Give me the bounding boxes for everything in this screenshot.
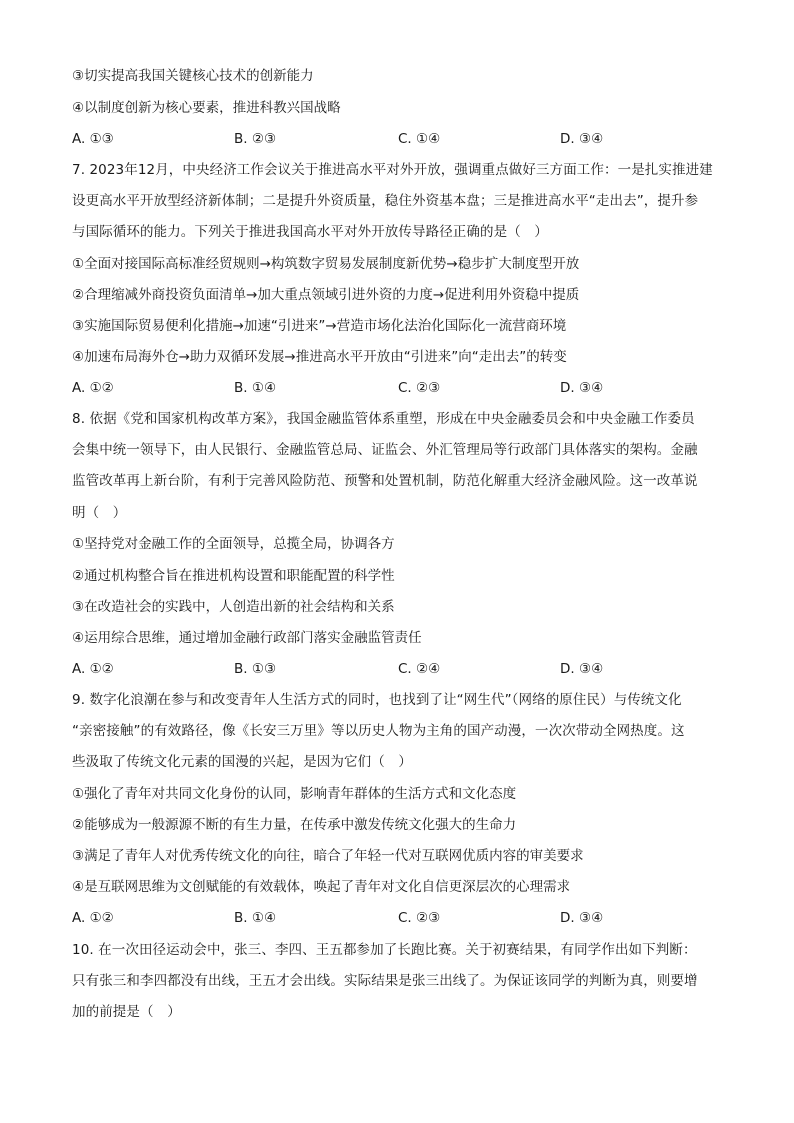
q6-item-3: ③切实提高我国关键核心技术的创新能力 [72, 68, 314, 84]
q9-item-3: ③满足了青年人对优秀传统文化的向往，暗合了年轻一代对互联网优质内容的审美要求 [72, 848, 584, 864]
q7-option-c[interactable]: C. ②③ [398, 380, 441, 396]
q7-item-2: ②合理缩减外商投资负面清单→加大重点领域引进外资的力度→促进利用外资稳中提质 [72, 287, 580, 303]
q9-stem-line-3: 些汲取了传统文化元素的国漫的兴起，是因为它们（ ） [72, 754, 412, 770]
q8-item-4: ④运用综合思维，通过增加金融行政部门落实金融监管责任 [72, 630, 422, 646]
q8-item-2: ②通过机构整合旨在推进机构设置和职能配置的科学性 [72, 568, 395, 584]
q7-item-4: ④加速布局海外仓→助力双循环发展→推进高水平开放由“引进来”向“走出去”的转变 [72, 349, 567, 365]
q8-option-c[interactable]: C. ②④ [398, 661, 441, 677]
q7-stem-line-3: 与国际循环的能力。下列关于推进我国高水平对外开放传导路径正确的是（ ） [72, 224, 548, 240]
q9-item-2: ②能够成为一般源源不断的有生力量，在传承中激发传统文化强大的生命力 [72, 817, 517, 833]
q6-options [72, 129, 724, 149]
q10-stem-line-2: 只有张三和李四都没有出线，王五才会出线。实际结果是张三出线了。为保证该同学的判断为真，则要增 [72, 973, 698, 989]
q7-options [72, 378, 724, 398]
q9-option-a[interactable]: A. ①② [72, 910, 114, 926]
q7-stem-line-1: 7. 2023年12月，中央经济工作会议关于推进高水平对外开放，强调重点做好三方面工作：一是扎实推进建 [72, 162, 713, 178]
q7-option-b[interactable]: B. ①④ [234, 380, 277, 396]
q10-stem-line-1: 10. 在一次田径运动会中，张三、李四、王五都参加了长跑比赛。关于初赛结果，有同学作出如下判断： [72, 942, 697, 958]
q6-option-d[interactable]: D. ③④ [560, 131, 604, 147]
q8-option-a[interactable]: A. ①② [72, 661, 114, 677]
q9-option-b[interactable]: B. ①④ [234, 910, 277, 926]
q7-option-d[interactable]: D. ③④ [560, 380, 604, 396]
q9-stem-line-1: 9. 数字化浪潮在参与和改变青年人生活方式的同时，也找到了让“网生代”（网络的原住民）与传统文化 [72, 692, 682, 708]
q9-option-d[interactable]: D. ③④ [560, 910, 604, 926]
q6-item-4: ④以制度创新为核心要素，推进科教兴国战略 [72, 100, 341, 116]
q9-stem-line-2: “亲密接触”的有效路径，像《长安三万里》等以历史人物为主角的国产动漫，一次次带动全网热度。这 [72, 723, 685, 739]
q8-option-d[interactable]: D. ③④ [560, 661, 604, 677]
q7-option-a[interactable]: A. ①② [72, 380, 114, 396]
q6-option-b[interactable]: B. ②③ [234, 131, 277, 147]
q9-item-1: ①强化了青年对共同文化身份的认同，影响青年群体的生活方式和文化态度 [72, 786, 517, 802]
q8-stem-line-2: 会集中统一领导下，由人民银行、金融监管总局、证监会、外汇管理局等行政部门具体落实的架构。金融 [72, 442, 698, 458]
q8-stem-line-4: 明（ ） [72, 505, 127, 521]
q8-option-b[interactable]: B. ①③ [234, 661, 277, 677]
q7-stem-line-2: 设更高水平开放型经济新体制；二是提升外资质量，稳住外资基本盘；三是推进高水平“走出去”，提升参 [72, 193, 699, 209]
q7-item-1: ①全面对接国际高标准经贸规则→构筑数字贸易发展制度新优势→稳步扩大制度型开放 [72, 256, 580, 272]
q8-item-1: ①坚持党对金融工作的全面领导，总揽全局，协调各方 [72, 536, 395, 552]
q9-item-4: ④是互联网思维为文创赋能的有效载体，唤起了青年对文化自信更深层次的心理需求 [72, 879, 571, 895]
q10-stem-line-3: 加的前提是（ ） [72, 1004, 181, 1020]
q8-options [72, 659, 724, 679]
q9-options [72, 908, 724, 928]
q9-option-c[interactable]: C. ②③ [398, 910, 441, 926]
q8-stem-line-3: 监管改革再上新台阶，有利于完善风险防范、预警和处置机制，防范化解重大经济金融风险。这一改革说 [72, 473, 698, 489]
q6-option-c[interactable]: C. ①④ [398, 131, 441, 147]
q8-item-3: ③在改造社会的实践中，人创造出新的社会结构和关系 [72, 599, 395, 615]
q7-item-3: ③实施国际贸易便利化措施→加速“引进来”→营造市场化法治化国际化一流营商环境 [72, 318, 567, 334]
q8-stem-line-1: 8. 依据《党和国家机构改革方案》，我国金融监管体系重塑，形成在中央金融委员会和中央金融工作委员 [72, 411, 695, 427]
q6-option-a[interactable]: A. ①③ [72, 131, 114, 147]
